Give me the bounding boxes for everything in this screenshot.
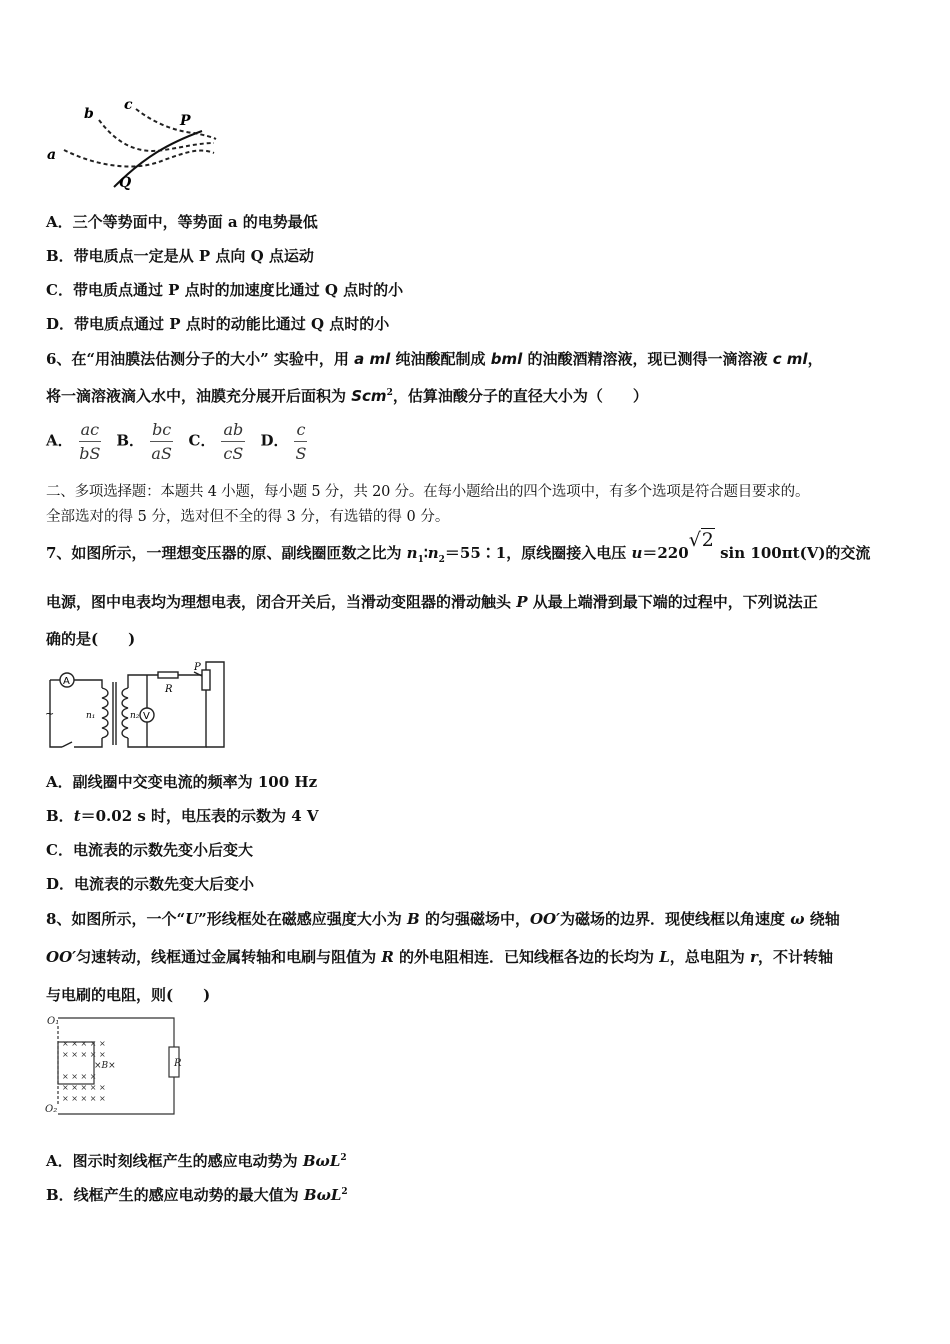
- axis-label-o1: O₁: [47, 1016, 60, 1027]
- voltmeter-label: V: [143, 711, 150, 722]
- svg-text:× × × × ×: × × × × ×: [62, 1094, 106, 1103]
- label-Q: Q: [119, 175, 132, 191]
- resistor-r-icon: [158, 672, 178, 678]
- q8-option-b: B．线框产生的感应电动势的最大值为 BωL$^2$: [46, 1186, 348, 1204]
- rheostat-icon: [202, 670, 210, 690]
- q7-option-c: C．电流表的示数先变小后变大: [46, 841, 253, 859]
- equipotential-line-c: [136, 109, 216, 139]
- q6-options: [46, 420, 317, 463]
- slider-label: P: [194, 662, 201, 673]
- q6-stem-line2: 将一滴溶液滴入水中，油膜充分展开后面积为 Scm$^2$，估算油酸分子的直径大小为（ ）: [46, 387, 648, 405]
- section2-heading-line2: 全部选对的得 5 分，选对但不全的得 3 分，有选错的得 0 分。: [46, 509, 450, 525]
- q7-stem-line3: 确的是( ): [46, 630, 136, 648]
- equipotential-line-b: [99, 120, 214, 151]
- q6-option-b-label: B．: [116, 431, 145, 450]
- q6-option-a-fraction: $\frac{ac}{bS}$: [79, 420, 101, 463]
- section2-heading-line1: 二、多项选择题：本题共 4 小题，每小题 5 分，共 20 分。在每小题给出的四个选项中，有多个选项是符合题目要求的。: [46, 484, 810, 500]
- ac-source-label: ~: [45, 707, 55, 720]
- q8-stem-line3: 与电刷的电阻，则( ): [46, 986, 211, 1004]
- q8-stem-line2: OO′匀速转动，线框通过金属转轴和电刷与阻值为 R 的外电阻相连．已知线框各边的长均为 L，总电阻为 r，不计转轴: [46, 948, 833, 966]
- label-b: b: [84, 106, 94, 122]
- q6-stem-line1: 6、在“用油膜法估测分子的大小” 实验中，用 a ml 纯油酸配制成 bml 的油酸酒精溶液，现已测得一滴溶液 c ml，: [46, 350, 823, 368]
- u-frame-figure: [44, 1012, 184, 1117]
- label-c: c: [124, 97, 133, 113]
- resistor-label: R: [165, 684, 173, 695]
- q6-option-c-label: C．: [188, 431, 216, 450]
- n1-label: n₁: [86, 711, 96, 721]
- q7-stem-line1: 7、如图所示，一理想变压器的原、副线圈匝数之比为 $n_1∶n_2=55∶1$，原线圈接入电压 u＝220√2 sin 100πt(V)的交流: [46, 529, 871, 565]
- q7-option-d: D．电流表的示数先变大后变小: [46, 875, 255, 893]
- q8-stem-line1: 8、如图所示，一个“U”形线框处在磁感应强度大小为 B 的匀强磁场中，OO′为磁场的边界．现使线框以角速度 ω 绕轴: [46, 910, 840, 928]
- q5-option-d: D．带电质点通过 P 点时的动能比通过 Q 点时的小: [46, 315, 390, 333]
- q8-option-a: A．图示时刻线框产生的感应电动势为 BωL$^2$: [46, 1152, 347, 1170]
- svg-text:× × × × ×: × × × × ×: [62, 1050, 106, 1059]
- axis-label-o2: O₂: [45, 1104, 58, 1115]
- n2-label: n₂: [130, 711, 140, 721]
- transformer-circuit-figure: [44, 660, 229, 752]
- q7-option-b: B．t＝0.02 s 时，电压表的示数为 4 V: [46, 807, 319, 825]
- external-resistor-label: R: [174, 1058, 182, 1069]
- q5-option-c: C．带电质点通过 P 点时的加速度比通过 Q 点时的小: [46, 281, 404, 299]
- label-P: P: [180, 113, 191, 129]
- q5-option-a: A．三个等势面中，等势面 a 的电势最低: [46, 213, 318, 231]
- q5-option-b: B．带电质点一定是从 P 点向 Q 点运动: [46, 247, 314, 265]
- label-a: a: [47, 147, 57, 163]
- q6-option-b-fraction: $\frac{bc}{aS}$: [151, 420, 172, 463]
- svg-text:× × × × ×: × × × × ×: [62, 1083, 106, 1092]
- svg-text:× × × × ×: × × × × ×: [62, 1039, 106, 1048]
- q7-option-a: A．副线圈中交变电流的频率为 100 Hz: [46, 773, 318, 791]
- q6-option-d-fraction: $\frac{c}{S}$: [295, 420, 307, 463]
- ammeter-label: A: [63, 676, 70, 687]
- svg-text:× × × ×: × × × ×: [62, 1072, 97, 1081]
- q6-option-c-fraction: $\frac{ab}{cS}$: [223, 420, 244, 463]
- field-label-B: ×B×: [94, 1061, 116, 1071]
- q7-stem-line2: 电源，图中电表均为理想电表，闭合开关后，当滑动变阻器的滑动触头 P 从最上端滑到最下端的过程中，下列说法正: [46, 593, 818, 611]
- equipotential-figure: [44, 95, 219, 195]
- q6-option-a-label: A．: [46, 431, 73, 450]
- q6-option-d-label: D．: [260, 431, 289, 450]
